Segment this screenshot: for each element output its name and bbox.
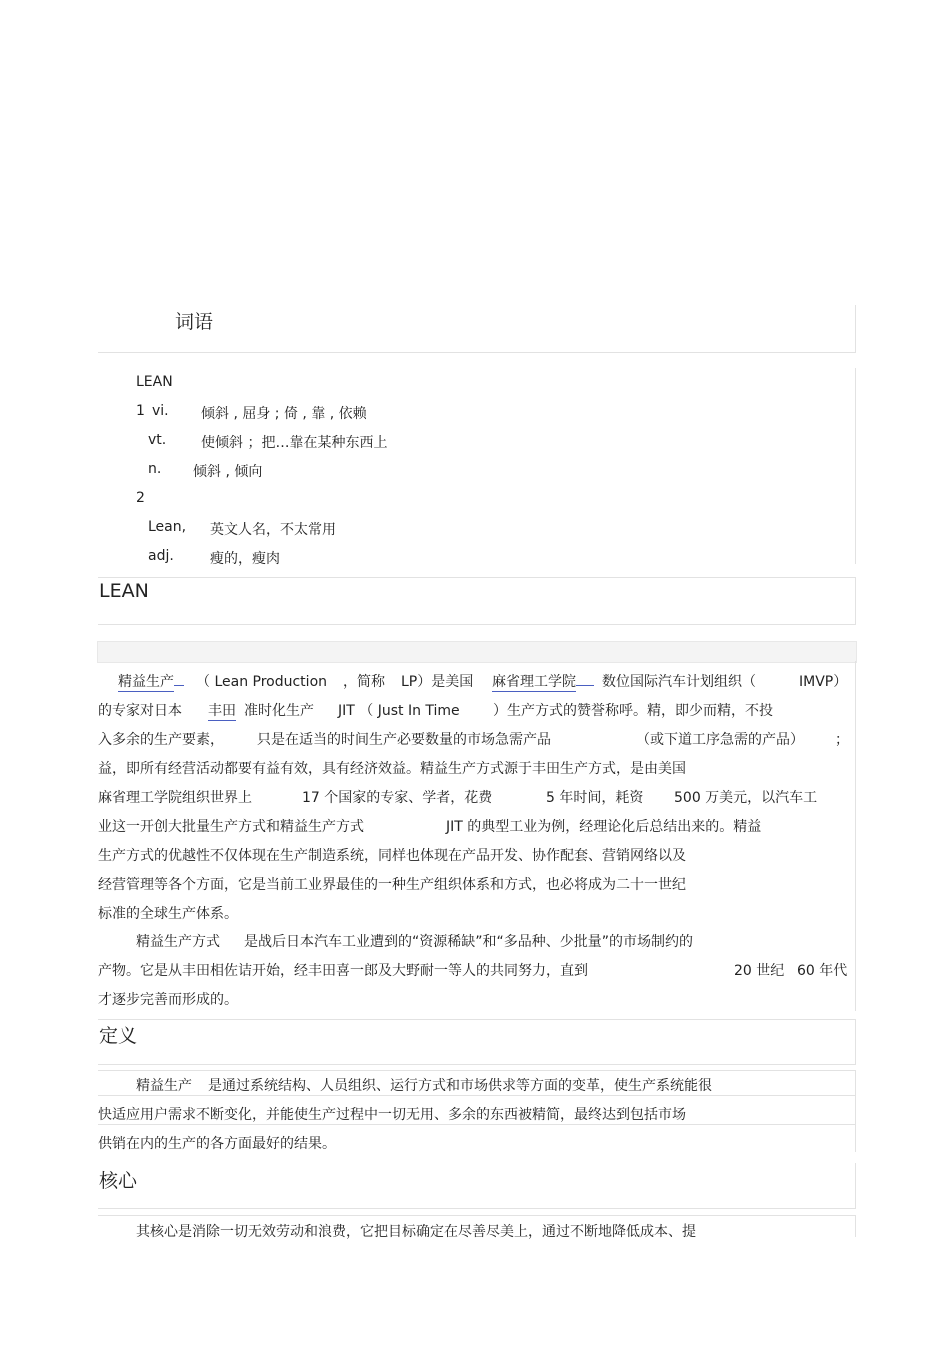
text: 益，即所有经营活动都要有益有效，具有经济效益。精益生产方式源于丰田生产方式，是由美国 [98, 761, 686, 777]
text: 麻省理工学院组织世界上 [98, 790, 252, 806]
link-text[interactable]: 麻省理工学院 [492, 674, 576, 690]
definition: 英文人名，不太常用 [210, 522, 336, 538]
text: JIT （ Just In Time [338, 703, 460, 719]
link-lean-production[interactable] [118, 671, 184, 691]
link-text[interactable]: 精益生产 [118, 674, 174, 690]
text: 5 年时间，耗资 [546, 790, 644, 806]
divider [855, 305, 856, 352]
part-of-speech: adj. [148, 548, 174, 564]
text: （或下道工序急需的产品） [636, 732, 804, 748]
divider [98, 1124, 856, 1125]
text: ）生产方式的赞誉称呼。精，即少而精，不投 [493, 703, 773, 719]
text: 供销在内的生产的各方面最好的结果。 [98, 1136, 336, 1152]
link-text[interactable]: 丰田 [208, 703, 236, 719]
section-title-definition: 定义 [99, 1025, 138, 1047]
text: 快适应用户需求不断变化，并能使生产过程中一切无用、多余的东西被精简，最终达到包括市场 [98, 1107, 686, 1123]
text: 的专家对日本 [98, 703, 182, 719]
text: 准时化生产 [244, 703, 314, 719]
text: 才逐步完善而形成的。 [98, 992, 238, 1008]
sense-number: 2 [136, 490, 145, 506]
text: LP）是美国 [401, 674, 474, 690]
text: 是通过系统结构、人员组织、运行方式和市场供求等方面的变革，使生产系统能很 [208, 1078, 712, 1094]
divider [855, 1070, 856, 1152]
core-section-header [98, 1163, 856, 1209]
text: 17 个国家的专家、学者，花费 [302, 790, 493, 806]
divider [855, 1215, 856, 1237]
link-mit[interactable] [492, 671, 594, 691]
divider [855, 1019, 856, 1064]
section-title-core: 核心 [99, 1170, 138, 1192]
divider [855, 577, 856, 624]
section-title-lean: LEAN [99, 580, 149, 602]
definition: 瘦的，瘦肉 [210, 551, 280, 567]
text: 是战后日本汽车工业遭到的“资源稀缺”和“多品种、少批量”的市场制约的 [244, 934, 694, 950]
definition-section-header [98, 1019, 856, 1065]
text: 精益生产方式 [136, 934, 220, 950]
part-of-speech: vi. [152, 403, 169, 419]
divider [855, 1163, 856, 1208]
text: 标准的全球生产体系。 [98, 906, 238, 922]
text: 60 年代 [797, 963, 848, 979]
definition: 倾斜 , 倾向 [193, 464, 263, 480]
lean-section-header [98, 577, 856, 625]
text: 入多余的生产要素， [98, 732, 224, 748]
text: 其核心是消除一切无效劳动和浪费，它把目标确定在尽善尽美上，通过不断地降低成本、提 [136, 1224, 696, 1240]
part-of-speech: Lean, [148, 519, 187, 535]
divider [98, 1070, 856, 1071]
entry-word: LEAN [136, 374, 173, 390]
text: 业这一开创大批量生产方式和精益生产方式 [98, 819, 364, 835]
sense-number: 1 [136, 403, 145, 419]
divider [855, 661, 856, 1011]
text: 只是在适当的时间生产必要数量的市场急需产品 [257, 732, 551, 748]
text: 产物。它是从丰田相佐诘开始，经丰田喜一郎及大野耐一等人的共同努力，直到 [98, 963, 588, 979]
text: JIT 的典型工业为例，经理论化后总结出来的。精益 [446, 819, 762, 835]
text: IMVP） [799, 674, 848, 690]
text: 精益生产 [136, 1078, 192, 1094]
definition: 使倾斜 ；把…靠在某种东西上 [201, 435, 388, 451]
text: 生产方式的优越性不仅体现在生产制造系统，同样也体现在产品开发、协作配套、营销网络以及 [98, 848, 686, 864]
section-title-word: 词语 [175, 311, 214, 333]
text: ； [835, 732, 849, 748]
definition: 倾斜 , 屈身 ; 倚 , 靠 , 依赖 [201, 406, 367, 422]
divider [855, 368, 856, 564]
text: （ Lean Production [196, 674, 328, 690]
text: 经营管理等各个方面，它是当前工业界最佳的一种生产组织体系和方式，也必将成为二十一世纪 [98, 877, 686, 893]
part-of-speech: n. [148, 461, 162, 477]
text: 数位国际汽车计划组织（ [602, 674, 756, 690]
text: 20 世纪 [734, 963, 785, 979]
content-band [97, 641, 857, 663]
divider [98, 1095, 856, 1096]
divider [98, 1215, 856, 1216]
link-toyota[interactable] [208, 700, 236, 720]
text: ，简称 [343, 674, 385, 690]
text: 500 万美元，以汽车工 [674, 790, 818, 806]
part-of-speech: vt. [148, 432, 167, 448]
